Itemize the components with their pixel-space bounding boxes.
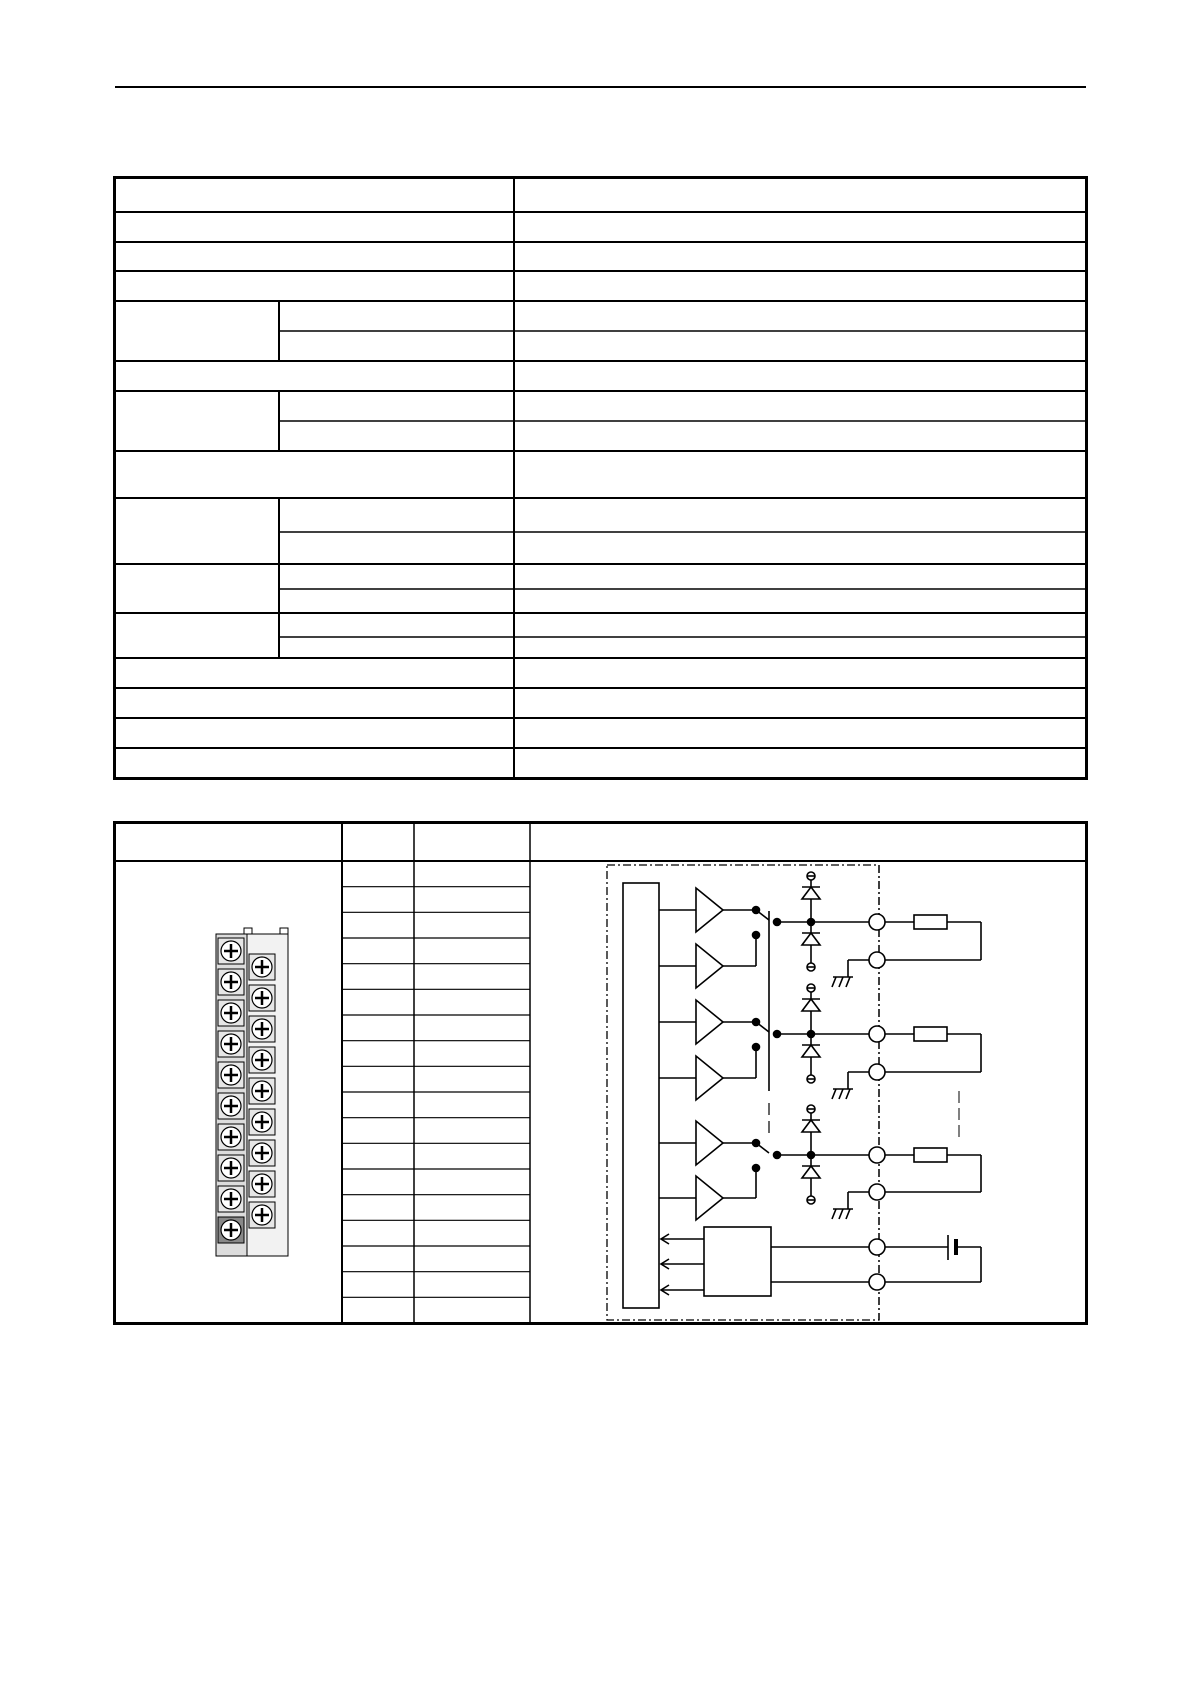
terminal-screw xyxy=(249,1171,275,1197)
terminal-screw xyxy=(249,1109,275,1135)
terminal-screw xyxy=(218,938,244,964)
terminal-screw xyxy=(218,1155,244,1181)
terminal-screw xyxy=(249,954,275,980)
terminal-screw xyxy=(218,1062,244,1088)
internal-circuit-diagram xyxy=(607,865,981,1320)
specification-table xyxy=(113,176,1088,780)
terminal-screw xyxy=(218,1124,244,1150)
terminal-screw xyxy=(218,1000,244,1026)
terminal-screw xyxy=(249,1016,275,1042)
terminal-screw xyxy=(249,1140,275,1166)
io-wiring-table xyxy=(113,821,1088,1325)
terminal-screw xyxy=(249,1078,275,1104)
ground-screw xyxy=(218,1217,244,1243)
terminal-screw xyxy=(218,1093,244,1119)
terminal-screw xyxy=(249,1202,275,1228)
terminal-block-illustration xyxy=(216,928,288,1256)
terminal-screw xyxy=(249,985,275,1011)
terminal-screw xyxy=(218,969,244,995)
terminal-screw xyxy=(249,1047,275,1073)
page-header-rule xyxy=(115,86,1086,88)
terminal-screw xyxy=(218,1186,244,1212)
terminal-screw xyxy=(218,1031,244,1057)
